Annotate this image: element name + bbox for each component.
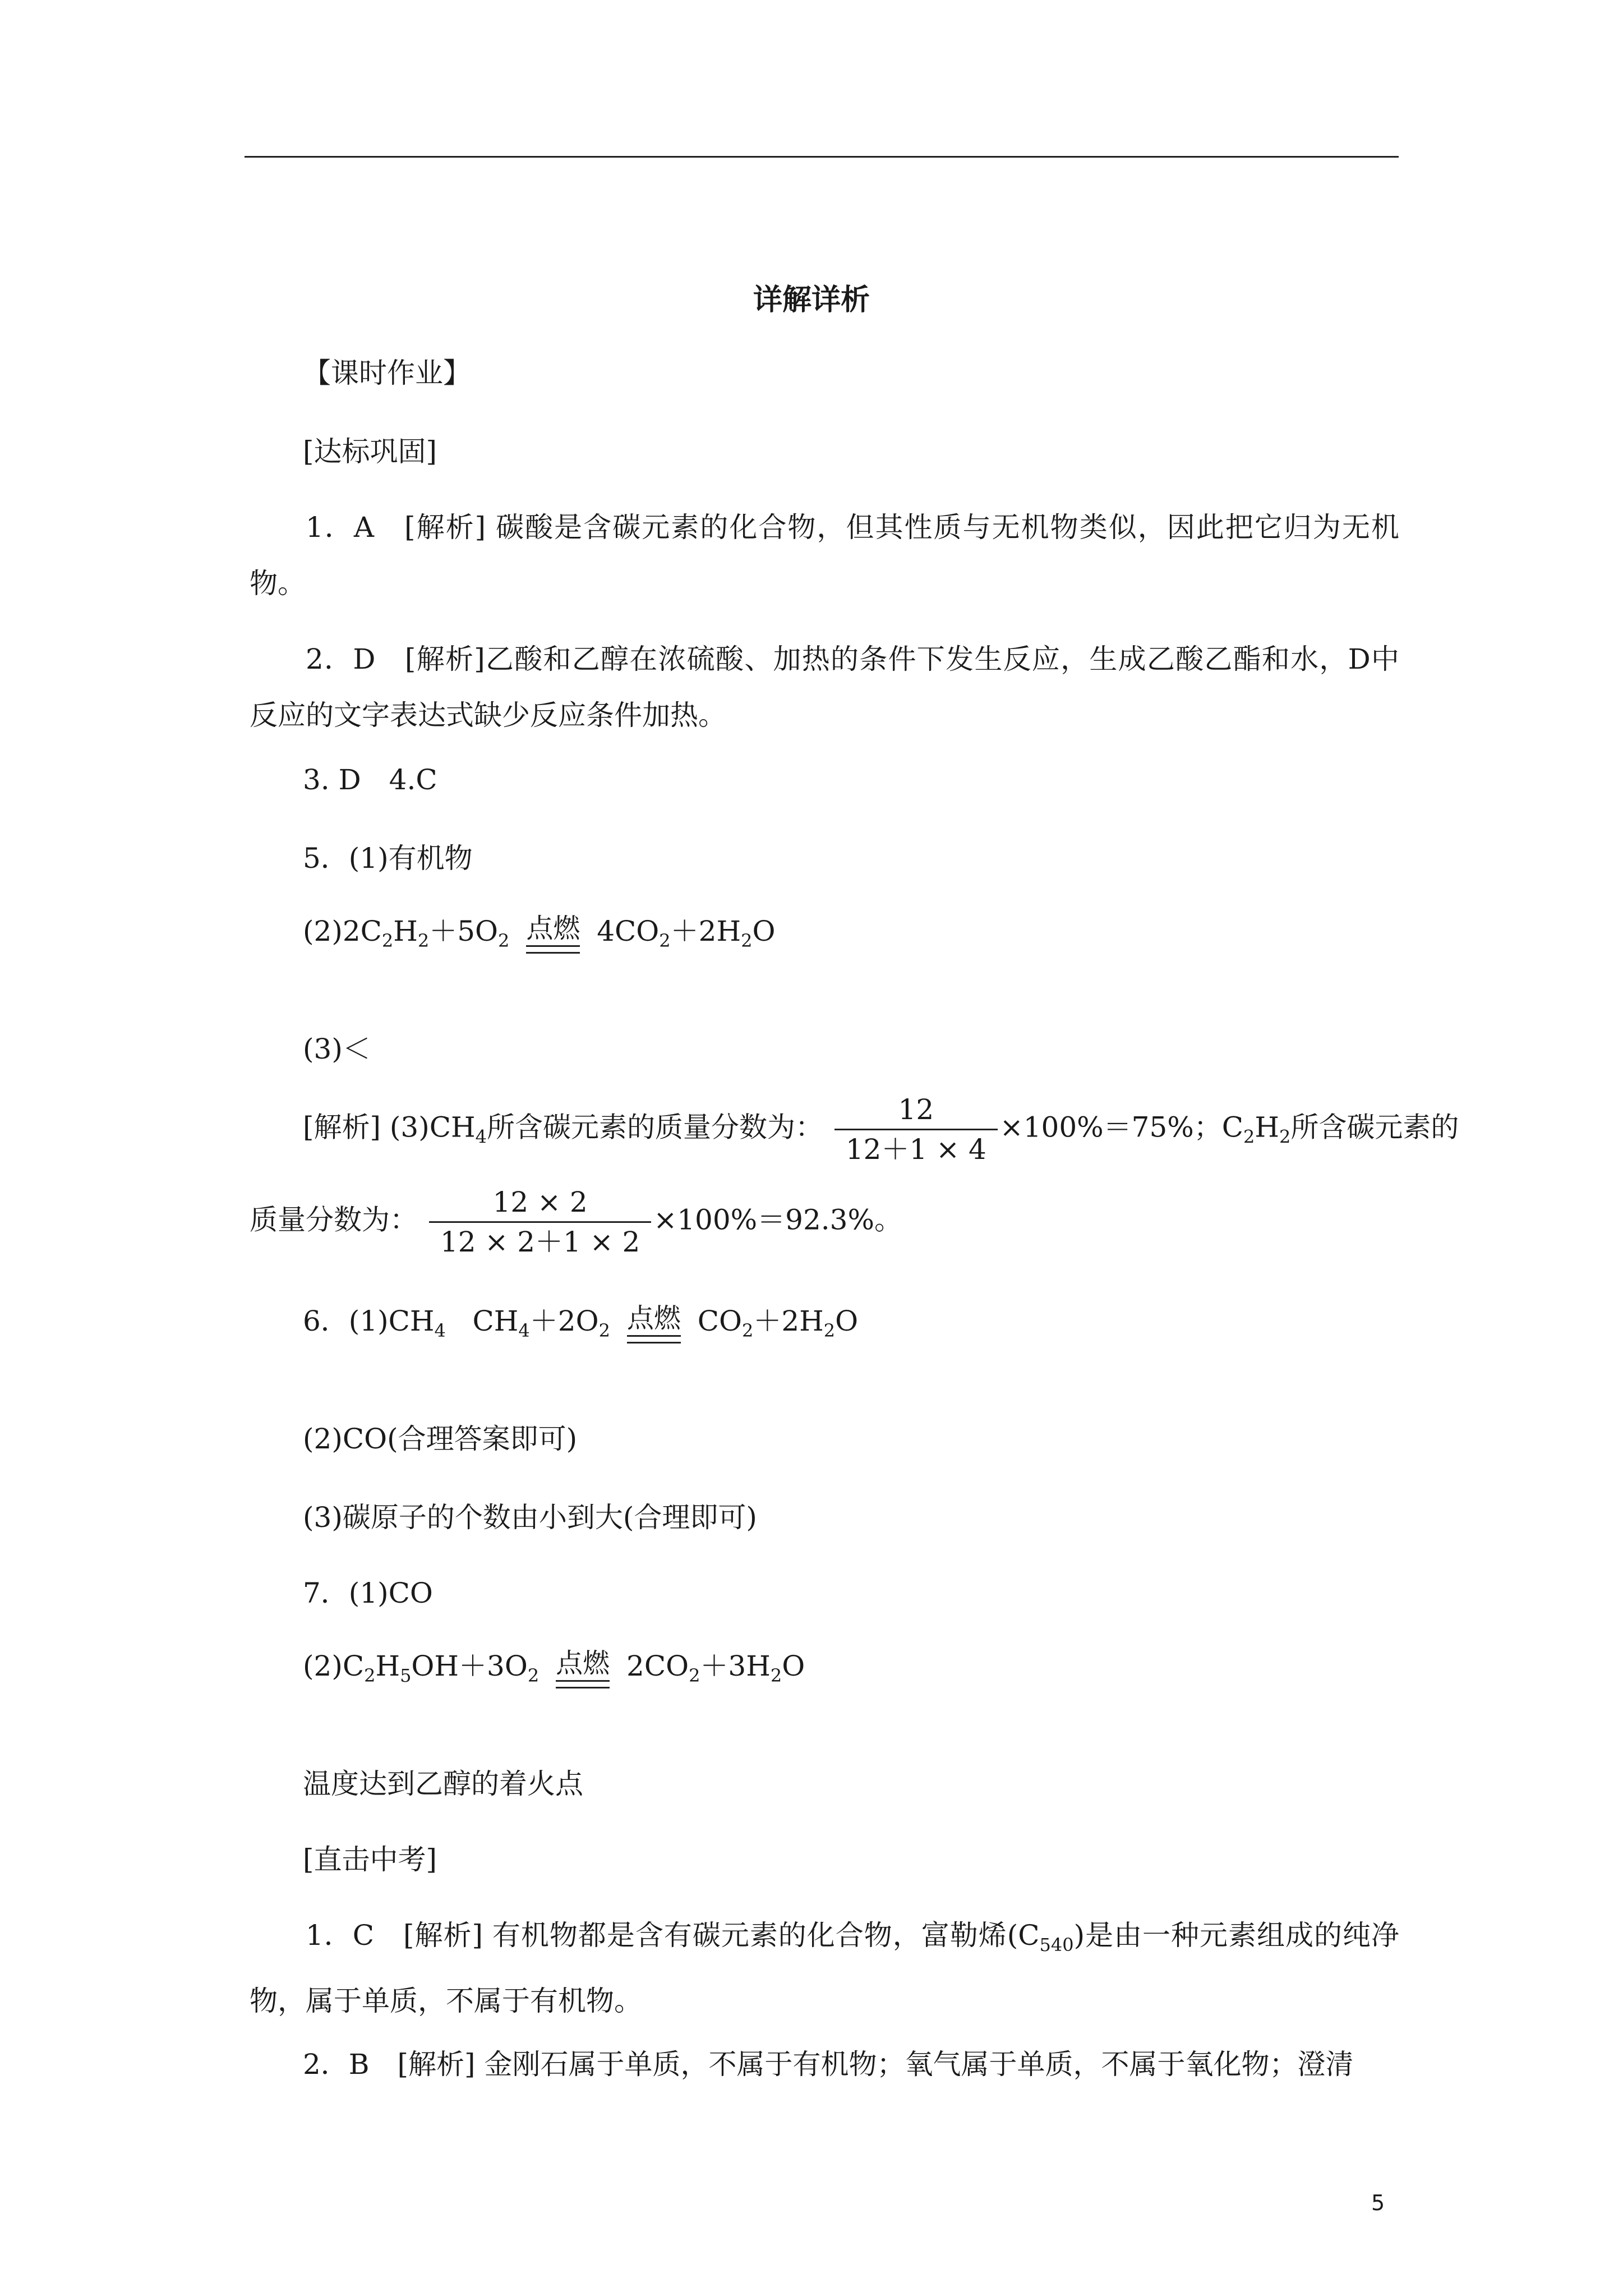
exam-answer-2: 2．B [解析] 金刚石属于单质，不属于有机物；氧气属于单质，不属于氧化物；澄清: [303, 2048, 1354, 2081]
eq7-right: $2CO_2+3H_2O$: [626, 1650, 805, 1686]
exam-answer-1: 1．C [解析] 有机物都是含有碳元素的化合物，富勒烯$(C_{540})$是由一种元素组成的纯净物，属于单质，不属于有机物。: [250, 1919, 1399, 2017]
answer-1: 1．A [解析] 碳酸是含碳元素的化合物，但其性质与无机物类似，因此把它归为无机物。: [250, 511, 1399, 600]
analysis-line2-lead: 质量分数为：: [250, 1203, 418, 1236]
answer-6-2: (2)CO(合理答案即可): [303, 1423, 578, 1455]
page-number: 5: [1371, 2191, 1385, 2215]
answer-7-2-equation: [303, 1644, 805, 1688]
analysis-5-line-1: [解析] $(3)CH_4$所含碳元素的质量分数为： $\frac{12}{12+1 \times 4}$ ×100%＝75%；$C_2H_2$所含碳元素的: [303, 1093, 1459, 1166]
analysis-result-2: ×100%＝92.3%。: [653, 1203, 903, 1236]
reaction-condition: [526, 914, 580, 954]
fraction-numerator: 12: [834, 1094, 998, 1130]
section-homework: 【课时作业】: [303, 357, 471, 389]
condition-label: 点燃: [626, 1302, 681, 1334]
analysis-5-line-2: [250, 1186, 902, 1258]
answer-5-1: 5．(1)有机物: [303, 842, 473, 875]
answer-5-3: (3)＜: [303, 1033, 371, 1065]
header-rule: [245, 156, 1399, 158]
equals-bars: [556, 1680, 610, 1688]
answer-2: 2．D [解析]乙酸和乙醇在浓硫酸、加热的条件下发生反应，生成乙酸乙酯和水，D中反应的文字表达式缺少反应条件加热。: [250, 643, 1399, 731]
analysis-mid: 所含碳元素的质量分数为：: [486, 1111, 823, 1144]
condition-label: 点燃: [526, 912, 580, 944]
fraction-denominator: 12 × 2＋1 × 2: [440, 1226, 640, 1258]
eq6-right: $CO_2+2H_2O$: [697, 1305, 859, 1341]
analysis-lead: [解析] (3)CH: [303, 1111, 476, 1144]
eq5-left: $(2)2C_2H_2+5O_2$: [303, 915, 510, 951]
reaction-condition: [556, 1649, 610, 1688]
fraction-numerator: 12 × 2: [429, 1186, 651, 1223]
eq7-left: $(2)C_2H_5OH+3O_2$: [303, 1650, 540, 1686]
equals-bars: [627, 1335, 681, 1343]
fraction-ch4: [834, 1094, 998, 1165]
equals-bars: [526, 945, 580, 954]
answer-3-4: 3. D 4.C: [303, 763, 437, 796]
answer-5-2-equation: [303, 909, 775, 954]
eq6-left: 6．$(1)CH_4$ $CH_4+2O_2$: [303, 1305, 610, 1341]
reaction-condition: [627, 1304, 681, 1343]
condition-label: 点燃: [556, 1647, 610, 1679]
eq5-right: $4CO_2+2H_2O$: [597, 915, 776, 951]
analysis-result-1: ×100%＝75%；C: [999, 1111, 1244, 1144]
analysis-tail: 所含碳元素的: [1290, 1111, 1459, 1144]
answer-7-3: 温度达到乙醇的着火点: [303, 1768, 583, 1800]
answer-7-1: 7．(1)CO: [303, 1577, 433, 1609]
answer-6-1-equation: [303, 1299, 858, 1343]
page-title: 详解详析: [753, 283, 870, 317]
section-exam: [直击中考]: [303, 1843, 437, 1876]
answer-6-3: (3)碳原子的个数由小到大(合理即可): [303, 1501, 757, 1534]
fraction-denominator: 12＋1 × 4: [845, 1133, 986, 1166]
fraction-c2h2: [429, 1186, 651, 1258]
section-practice: [达标巩固]: [303, 435, 437, 468]
